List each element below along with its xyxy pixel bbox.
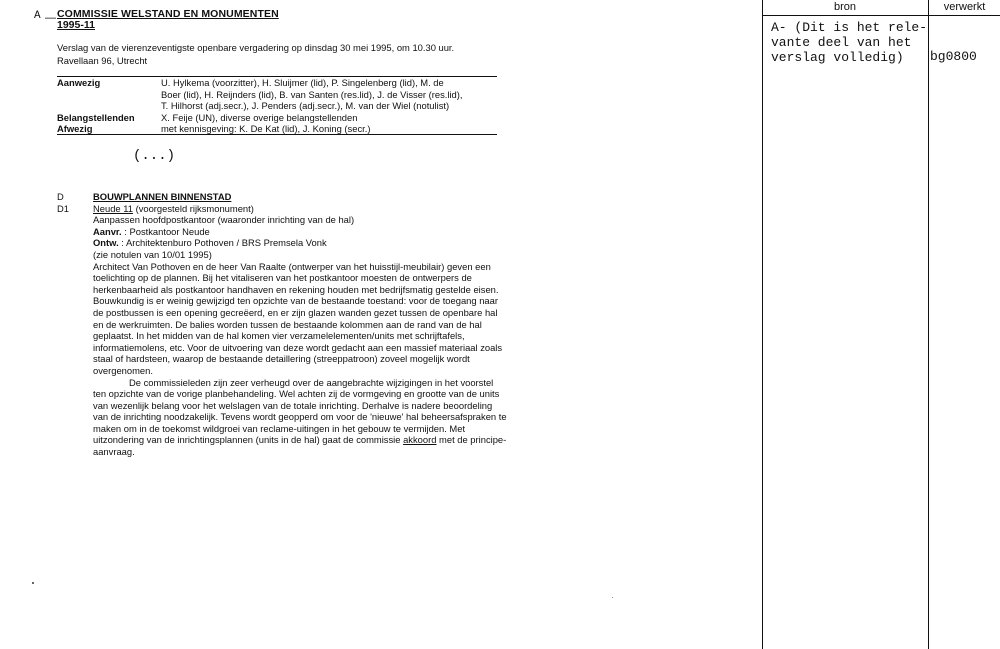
- bron-note: A- (Dit is het rele- vante deel van het verslag volledig): [771, 20, 928, 65]
- document-number: 1995-11: [57, 19, 95, 31]
- item-address-line: [93, 203, 507, 215]
- item-address-note: (voorgesteld rijksmonument): [132, 202, 254, 214]
- intro-line-1: Verslag van de vierenzeventigste openbare vergadering op dinsdag 30 mei 1995, om 10.30 uur.: [57, 42, 455, 53]
- scan-speck: [32, 582, 34, 584]
- section-heading-row: [57, 191, 507, 203]
- ontw-label: Ontw.: [93, 237, 119, 249]
- verwerkt-code: bg0800: [930, 49, 977, 64]
- omission-mark: (...): [133, 148, 176, 164]
- header-rule: [762, 15, 1000, 16]
- column-line-middle: [928, 0, 929, 649]
- attendance-line: met kennisgeving: K. De Kat (lid), J. Koning (secr.): [161, 123, 371, 135]
- attendance-value: [161, 112, 502, 124]
- paragraph-2: [93, 377, 507, 458]
- ontw-value: : Architektenburo Pothoven / BRS Premsela Vonk: [118, 237, 327, 249]
- section-title: BOUWPLANNEN BINNENSTAD: [93, 191, 232, 202]
- source-grid: [762, 0, 1000, 649]
- paragraph-1: Architect Van Pothoven en de heer Van Raalte (ontwerper van het huisstijl-meubilair) geven een toelichting op de plannen. Bij het vitaliseren van het postkantoor moesten de ontwerpers de herkenbaarheid als postkantoor handhaven en rekening houden met bedrijfsmatig gestelde eisen. Bouwkundig is er weinig gewijzigd ten opzichte van de bestaande toestand: voor de toegang naar de postbussen is een opening gecreëerd, en er zijn glazen wanden gezet tussen de openbare hal en de werkruimten. De balies worden tussen de bestaande kolommen aan de rand van de hal geplaatst. In het midden van de hal komen vier verzamelelementen/units met schrijftafels, informatiemolens, etc. Voor de uitvoering van deze wordt gedacht aan een massief materiaal zoals staal of hardsteen, waarop de bestaande detaillering (streeppatroon) zoveel mogelijk wordt overgenomen.: [93, 260, 503, 376]
- intro-line-2: Ravellaan 96, Utrecht: [57, 55, 148, 66]
- header-verwerkt: verwerkt: [943, 1, 986, 13]
- item-address: Neude 11: [93, 202, 133, 214]
- aanvr-label: Aanvr.: [93, 225, 122, 237]
- margin-mark-dash: —: [45, 12, 56, 24]
- item-key: D1: [57, 202, 69, 214]
- item-body: [93, 203, 507, 458]
- akkoord-text: akkoord: [403, 434, 437, 446]
- item-row: [57, 203, 507, 458]
- scan-speck: [612, 597, 613, 598]
- attendance-bottom-rule: [57, 134, 497, 135]
- column-line-left: [762, 0, 763, 649]
- paragraph-2-end: met de principe-aanvraag.: [93, 434, 507, 458]
- item-aanvr: [93, 226, 507, 238]
- section-bouwplannen: [57, 191, 507, 458]
- attendance-key: Aanwezig: [57, 77, 101, 88]
- source-column: [762, 0, 1000, 649]
- intro: [57, 41, 517, 67]
- attendance-value: [161, 77, 502, 112]
- attendance-line: T. Hilhorst (adj.secr.), J. Penders (adj.secr.), M. van der Wiel (notulist): [161, 100, 450, 112]
- item-subject: Aanpassen hoofdpostkantoor (waaronder inrichting van de hal): [93, 214, 355, 226]
- item-ontw: [93, 237, 507, 249]
- attendance-key: Afwezig: [57, 123, 93, 135]
- header-bron: bron: [833, 1, 857, 13]
- attendance-line: Boer (lid), H. Reijnders (lid), B. van Santen (res.lid), J. de Visser (res.lid),: [161, 88, 463, 100]
- item-reference: (zie notulen van 10/01 1995): [93, 248, 212, 260]
- attendance-row: [57, 112, 502, 124]
- section-key: D: [57, 191, 64, 202]
- margin-mark: A: [34, 10, 41, 22]
- document-title: COMMISSIE WELSTAND EN MONUMENTEN: [57, 8, 279, 20]
- attendance-line: X. Feije (UN), diverse overige belangstellenden: [161, 111, 358, 123]
- attendance-list: [57, 77, 502, 135]
- attendance-key: Belangstellenden: [57, 111, 135, 123]
- attendance-row: [57, 77, 502, 112]
- paragraph-2-text: De commissieleden zijn zeer verheugd over de aangebrachte wijzigingen in het voorstel ten opzichte van de vorige planbehandeling. Wel achten zij de vormgeving en grootte van de units van wezenlijk belang voor het welslagen van de totale inrichting. Derhalve is nadere beoordeling van de inrichting noodzakelijk. Tevens wordt geopperd om voor de 'nieuwe' hal beheersafspraken te maken om in de toekomst wildgroei van reclame-uitingen in het gebouw te vermijden. Met uitzondering van de inrichtingsplannen (units in de hal) gaat de commissie: [93, 376, 507, 446]
- aanvr-value: : Postkantoor Neude: [121, 225, 210, 237]
- attendance-line: U. Hylkema (voorzitter), H. Sluijmer (lid), P. Singelenberg (lid), M. de: [161, 77, 444, 88]
